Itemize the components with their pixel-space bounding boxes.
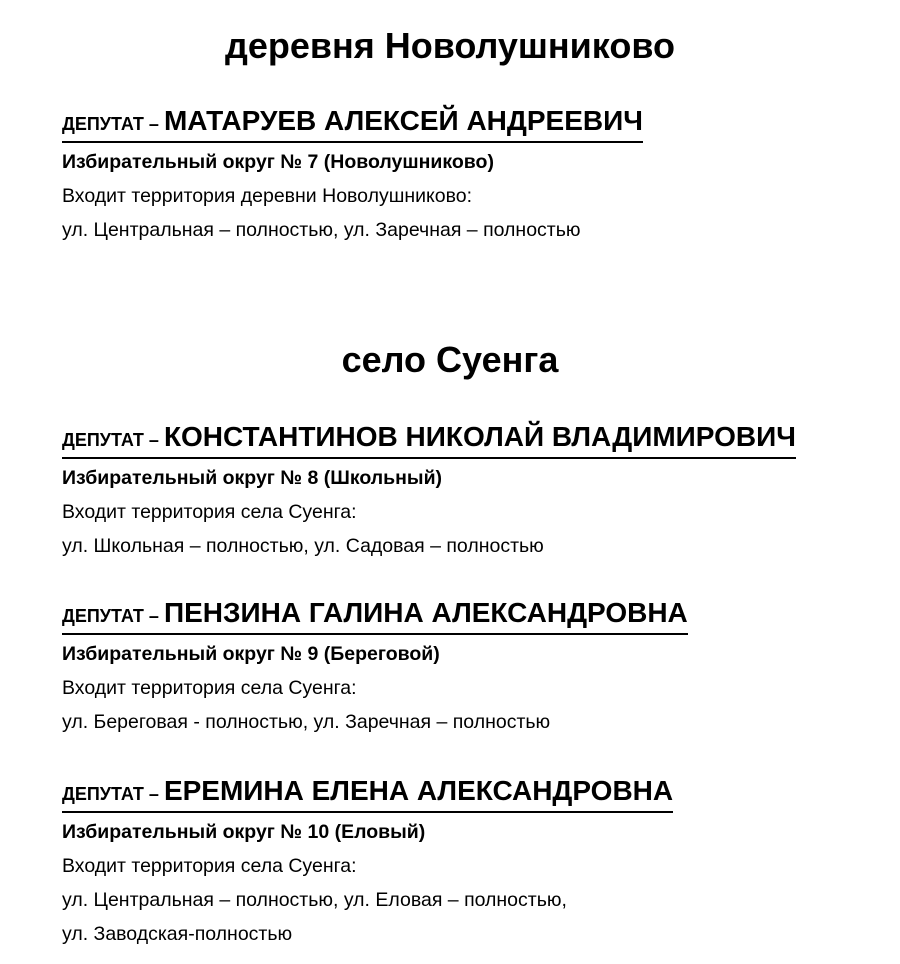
deputy-prefix: ДЕПУТАТ –: [62, 784, 164, 804]
deputy-prefix: ДЕПУТАТ –: [62, 430, 164, 450]
deputy-name: ПЕНЗИНА ГАЛИНА АЛЕКСАНДРОВНА: [163, 597, 688, 628]
streets-text: ул. Заводская-полностью: [62, 923, 293, 945]
territory-text: Входит территория села Суенга:: [62, 855, 357, 877]
district-label: Избирательный округ № 7 (Новолушниково): [62, 151, 494, 173]
section-title-suenga: село Суенга: [341, 339, 559, 380]
territory-text: Входит территория села Суенга:: [62, 677, 357, 699]
deputy-block-district-8: [62, 422, 892, 563]
territory-text: Входит территория деревни Новолушниково:: [62, 185, 473, 207]
deputy-name: МАТАРУЕВ АЛЕКСЕЙ АНДРЕЕВИЧ: [163, 105, 643, 136]
deputy-name: КОНСТАНТИНОВ НИКОЛАЙ ВЛАДИМИРОВИЧ: [163, 421, 796, 452]
deputy-heading: [62, 776, 673, 813]
district-label: Избирательный округ № 8 (Школьный): [62, 467, 443, 489]
deputy-prefix: ДЕПУТАТ –: [62, 114, 164, 134]
deputy-heading: [62, 598, 688, 635]
section-title-novolushnikovo: деревня Новолушниково: [225, 25, 675, 66]
district-label: Избирательный округ № 10 (Еловый): [62, 821, 426, 843]
territory-text: Входит территория села Суенга:: [62, 501, 357, 523]
district-label: Избирательный округ № 9 (Береговой): [62, 643, 440, 665]
streets-text: ул. Центральная – полностью, ул. Еловая – полностью,: [62, 889, 567, 911]
streets-text: ул. Школьная – полностью, ул. Садовая – полностью: [62, 535, 544, 557]
deputy-block-district-9: [62, 598, 892, 739]
deputy-block-district-7: [62, 106, 892, 247]
deputy-heading: [62, 422, 796, 459]
deputy-name: ЕРЕМИНА ЕЛЕНА АЛЕКСАНДРОВНА: [163, 775, 674, 806]
deputy-block-district-10: [62, 776, 892, 951]
deputy-prefix: ДЕПУТАТ –: [62, 606, 164, 626]
streets-text: ул. Береговая - полностью, ул. Заречная – полностью: [62, 711, 551, 733]
deputy-heading: [62, 106, 643, 143]
streets-text: ул. Центральная – полностью, ул. Заречная – полностью: [62, 219, 581, 241]
